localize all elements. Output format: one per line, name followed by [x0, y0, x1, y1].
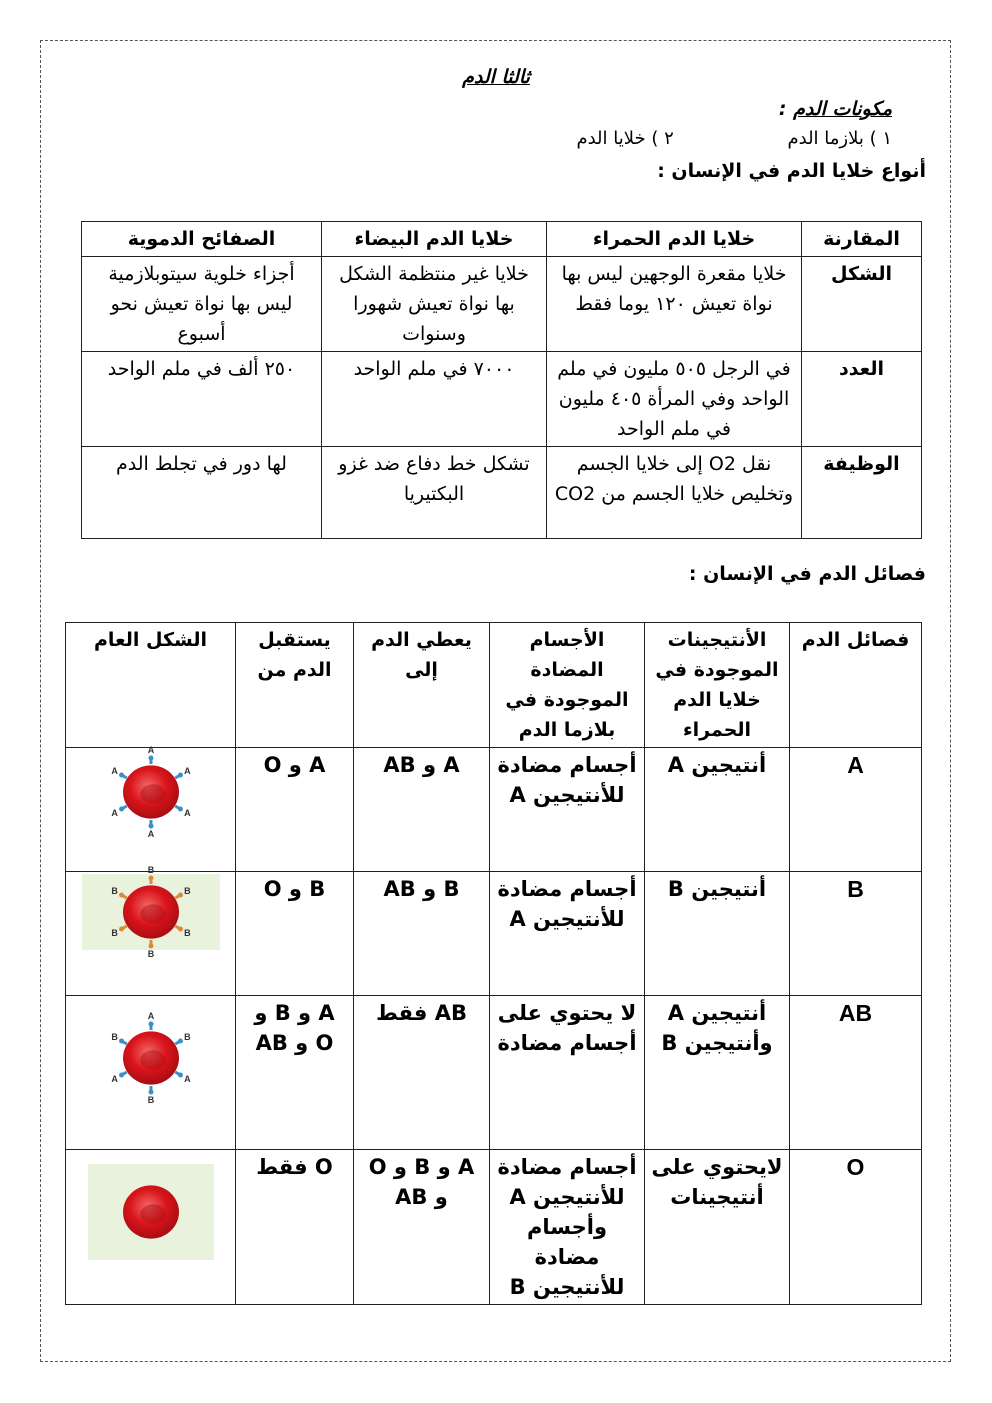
antigen-label: B [183, 1032, 191, 1042]
header-receives-from: يستقبل الدم من [236, 623, 354, 748]
antigen-label: B [147, 949, 154, 959]
red-cell-center [140, 784, 165, 804]
table-row [82, 352, 922, 447]
table-row [66, 996, 922, 1150]
group-gives-to: B و AB [354, 872, 490, 996]
red-cell-center [140, 1050, 165, 1070]
cell-platelets-shape: أجزاء خلوية سيتوبلازمية ليس بها نواة تعيش نحو أسبوع [82, 257, 322, 352]
header-group: فصائل الدم [790, 623, 922, 748]
table-row [66, 1150, 922, 1305]
antigen-label: B [183, 886, 191, 896]
component-item-1: ١ ) بلازما الدم [787, 128, 892, 149]
antigen-marker-tip [148, 756, 153, 761]
table-row [82, 447, 922, 539]
group-antigens: أنتيجين A وأنتيجين B [645, 996, 790, 1150]
group-gives-to: AB فقط [354, 996, 490, 1150]
cell-platelets-count: ٢٥٠ ألف في ملم الواحد [82, 352, 322, 447]
cell-white-shape: خلايا غير منتظمة الشكل بها نواة تعيش شهورا وسنوات [322, 257, 547, 352]
antigen-marker-tip [119, 893, 124, 898]
antigen-label: A [110, 766, 118, 776]
group-name: O [790, 1150, 922, 1305]
cells-comparison-table [81, 221, 922, 539]
components-heading: مكونات الدم : [778, 98, 892, 120]
header-platelets: الصفائح الدموية [82, 222, 322, 257]
group-gives-to: A و AB [354, 748, 490, 872]
antigen-label: B [147, 865, 154, 875]
antigen-label: A [147, 829, 154, 839]
group-receives-from: O فقط [236, 1150, 354, 1305]
red-cell-ab-icon [101, 1008, 201, 1108]
antigen-label: A [147, 1011, 154, 1021]
blood-groups-table [65, 622, 922, 1305]
red-cell-o-icon [88, 1164, 214, 1260]
red-cell-center [140, 904, 165, 924]
group-receives-from: A و O [236, 748, 354, 872]
group-shape [66, 745, 236, 872]
group-antigens: أنتيجين A [645, 748, 790, 872]
red-cell-center [140, 1204, 165, 1224]
antigen-label: A [183, 1074, 191, 1084]
group-antibodies: لا يحتوي على أجسام مضادة [490, 996, 645, 1150]
cell-platelets-function: لها دور في تجلط الدم [82, 447, 322, 539]
group-antibodies: أجسام مضادة للأنتيجين A [490, 872, 645, 996]
group-shape [66, 1150, 236, 1305]
antigen-label: B [183, 928, 191, 938]
group-shape [66, 865, 236, 996]
group-shape [66, 996, 236, 1150]
antigen-marker-tip [119, 773, 124, 778]
red-cell-b-icon [82, 865, 220, 959]
header-white-cells: خلايا الدم البيضاء [322, 222, 547, 257]
antigen-label: B [110, 886, 118, 896]
cell-white-count: ٧٠٠٠ في ملم الواحد [322, 352, 547, 447]
antigen-marker-tip [177, 1073, 182, 1078]
antigen-label: A [183, 808, 191, 818]
table-row [66, 872, 922, 996]
group-antibodies: أجسام مضادة للأنتيجين A وأجسام مضادة للأنتيجين B [490, 1150, 645, 1305]
header-general-shape: الشكل العام [66, 623, 236, 748]
antigen-marker-tip [177, 773, 182, 778]
antigen-marker-tip [119, 927, 124, 932]
group-receives-from: A و B و O و AB [236, 996, 354, 1150]
antigen-label: B [110, 928, 118, 938]
antigen-marker-tip [177, 807, 182, 812]
antigen-marker-tip [148, 944, 153, 949]
cell-red-function: نقل O2 إلى خلايا الجسم وتخليص خلايا الجسم من CO2 [547, 447, 802, 539]
cell-red-count: في الرجل ٥٠٥ مليون في ملم الواحد وفي المرأة ٤٠٥ مليون في ملم الواحد [547, 352, 802, 447]
antigen-marker-tip [177, 1039, 182, 1044]
antigen-marker-tip [119, 807, 124, 812]
antigen-label: A [110, 808, 118, 818]
antigen-label: A [147, 745, 154, 755]
cell-types-heading: أنواع خلايا الدم في الإنسان : [657, 160, 926, 182]
antigen-marker-tip [148, 1022, 153, 1027]
component-item-2: ٢ ) خلايا الدم [576, 128, 674, 149]
components-list [576, 128, 892, 149]
antigen-label: B [147, 1095, 154, 1105]
group-antigens: أنتيجين B [645, 872, 790, 996]
cell-white-function: تشكل خط دفاع ضد غزو البكتيريا [322, 447, 547, 539]
red-cell-a-icon [101, 745, 201, 839]
antigen-marker-tip [148, 876, 153, 881]
row-label-function: الوظيفة [802, 447, 922, 539]
table-header-row [66, 623, 922, 748]
header-antigens: الأنتيجينات الموجودة في خلايا الدم الحمراء [645, 623, 790, 748]
row-label-shape: الشكل [802, 257, 922, 352]
header-antibodies: الأجسام المضادة الموجودة في بلازما الدم [490, 623, 645, 748]
page-title: ثالثا الدم [462, 66, 530, 88]
antigen-marker-tip [119, 1039, 124, 1044]
group-gives-to: A و B و O و AB [354, 1150, 490, 1305]
group-antibodies: أجسام مضادة للأنتيجين A [490, 748, 645, 872]
antigen-marker-tip [148, 824, 153, 829]
cell-red-shape: خلايا مقعرة الوجهين ليس بها نواة تعيش ١٢٠ يوما فقط [547, 257, 802, 352]
group-antigens: لايحتوي على أنتيجينات [645, 1150, 790, 1305]
group-name: AB [790, 996, 922, 1150]
row-label-count: العدد [802, 352, 922, 447]
antigen-marker-tip [119, 1073, 124, 1078]
table-row [66, 748, 922, 872]
antigen-marker-tip [148, 1090, 153, 1095]
header-comparison: المقارنة [802, 222, 922, 257]
blood-groups-heading: فصائل الدم في الإنسان : [688, 563, 926, 585]
antigen-marker-tip [177, 893, 182, 898]
antigen-label: A [183, 766, 191, 776]
header-red-cells: خلايا الدم الحمراء [547, 222, 802, 257]
group-name: A [790, 748, 922, 872]
group-name: B [790, 872, 922, 996]
table-row [82, 257, 922, 352]
antigen-marker-tip [177, 927, 182, 932]
antigen-label: A [110, 1074, 118, 1084]
table-header-row [82, 222, 922, 257]
header-gives-to: يعطي الدم إلى [354, 623, 490, 748]
group-receives-from: B و O [236, 872, 354, 996]
antigen-label: B [110, 1032, 118, 1042]
